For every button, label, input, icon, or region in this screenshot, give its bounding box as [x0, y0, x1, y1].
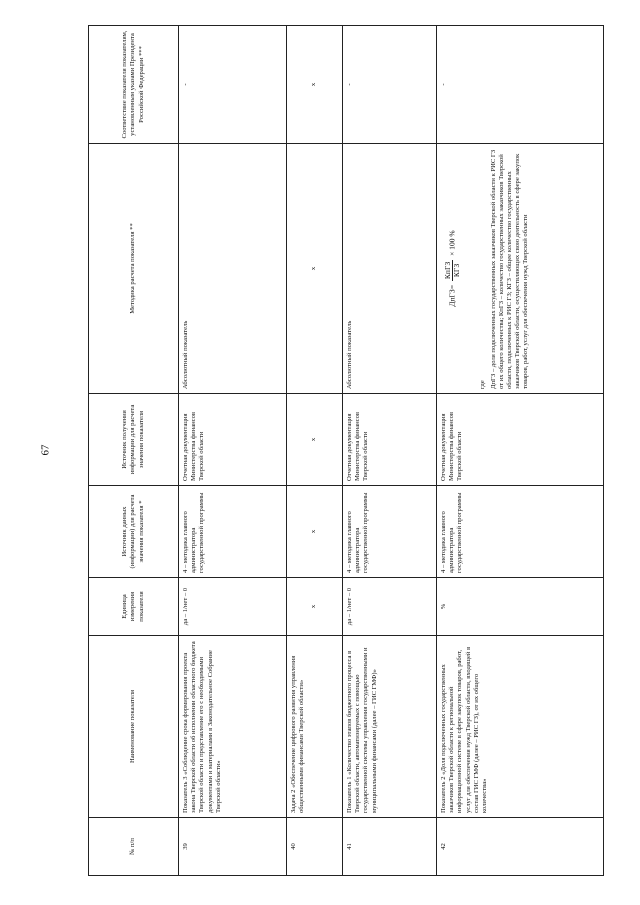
row-source-info: х — [287, 394, 343, 486]
table-row — [287, 26, 343, 876]
row-source-data: х — [287, 486, 343, 578]
row-num: 41 — [343, 818, 437, 876]
row-num: 40 — [287, 818, 343, 876]
table-row — [437, 26, 604, 876]
row-method: Абсолютный показатель — [179, 144, 287, 394]
method-where: где — [479, 380, 487, 389]
table-header-row — [89, 26, 179, 876]
header-source-info: Источник получения информации для расчета значения показателя — [89, 394, 179, 486]
formula-fraction — [444, 260, 461, 281]
header-num: № п/п — [89, 818, 179, 876]
row-name: Задача 2 «Обеспечение цифрового развития управления общественными финансами Тверской области» — [287, 636, 343, 818]
header-unit: Единица измерения показателя — [89, 578, 179, 636]
table-row — [343, 26, 437, 876]
table-row — [179, 26, 287, 876]
row-unit: х — [287, 578, 343, 636]
row-source-data: 4 – методика главного администратора государственной программы — [437, 486, 604, 578]
row-compliance: - — [179, 26, 287, 144]
row-method — [437, 144, 604, 394]
row-compliance: - — [437, 26, 604, 144]
formula-numerator: КпГЗ — [443, 261, 452, 280]
row-source-info: Отчетная документация Министерства финансов Тверской области — [343, 394, 437, 486]
row-name: Показатель 3 «Соблюдение срока формирования проекта закона Тверской области об исполнении областного бюджета Тверской области и представление его с необходимыми документами и материалами в Законодательное Собрание Тверской области» — [179, 636, 287, 818]
indicator-table — [88, 25, 604, 876]
formula-denominator: КГЗ — [452, 263, 462, 278]
row-unit: да – 1/нет – 0 — [179, 578, 287, 636]
header-name: Наименование показателя — [89, 636, 179, 818]
row-unit: да – 1/нет – 0 — [343, 578, 437, 636]
row-source-data: 4 – методика главного администратора государственной программы — [343, 486, 437, 578]
row-num: 42 — [437, 818, 604, 876]
formula-lhs: ДпГЗ= — [447, 284, 457, 307]
row-unit: % — [437, 578, 604, 636]
row-source-info: Отчетная документация Министерства финансов Тверской области — [437, 394, 604, 486]
row-method: Абсолютный показатель — [343, 144, 437, 394]
row-source-info: Отчетная документация Министерства финансов Тверской области — [179, 394, 287, 486]
header-compliance: Соответствие показателя показателям, установленным указами Президента Российской Федерации *** — [89, 26, 179, 144]
method-formula — [444, 148, 461, 389]
row-compliance: - — [343, 26, 437, 144]
header-method: Методика расчета показателя ** — [89, 144, 179, 394]
row-name: Показатель 2 «Доля подключенных государственных заказчиков Тверской области к региональной информационной системе в сфере закупок товаров, работ, услуг для обеспечения нужд Тверской области, входящей в состав ГИС ГМФ (далее – РИС ГЗ), от их общего количества» — [437, 636, 604, 818]
page-number: 67 — [39, 444, 52, 456]
method-description: ДпГЗ – доля подключенных государственных заказчиков Тверской области к РИС ГЗ от их общего количества; КпГЗ – количество государственных заказчиков Тверской области, подключенных к РИС ГЗ; КГЗ – общее количество государственных заказчиков Тверской области, осуществляющих свою деятельность в сфере закупок товаров, работ, услуг для обеспечения нужд Тверской области — [489, 149, 530, 389]
row-name: Показатель 1 «Количество этапов бюджетного процесса в Тверской области, автоматизируемых с помощью государственной системы управления государственными и муниципальными финансами (далее – ГИС ГМФ)» — [343, 636, 437, 818]
formula-rhs: × 100 % — [447, 230, 457, 256]
header-source-data: Источник данных (информации) для расчета значения показателя * — [89, 486, 179, 578]
row-method: х — [287, 144, 343, 394]
row-num: 39 — [179, 818, 287, 876]
row-compliance: х — [287, 26, 343, 144]
indicator-table-rotated — [88, 26, 604, 876]
row-source-data: 4 – методика главного администратора государственной программы — [179, 486, 287, 578]
